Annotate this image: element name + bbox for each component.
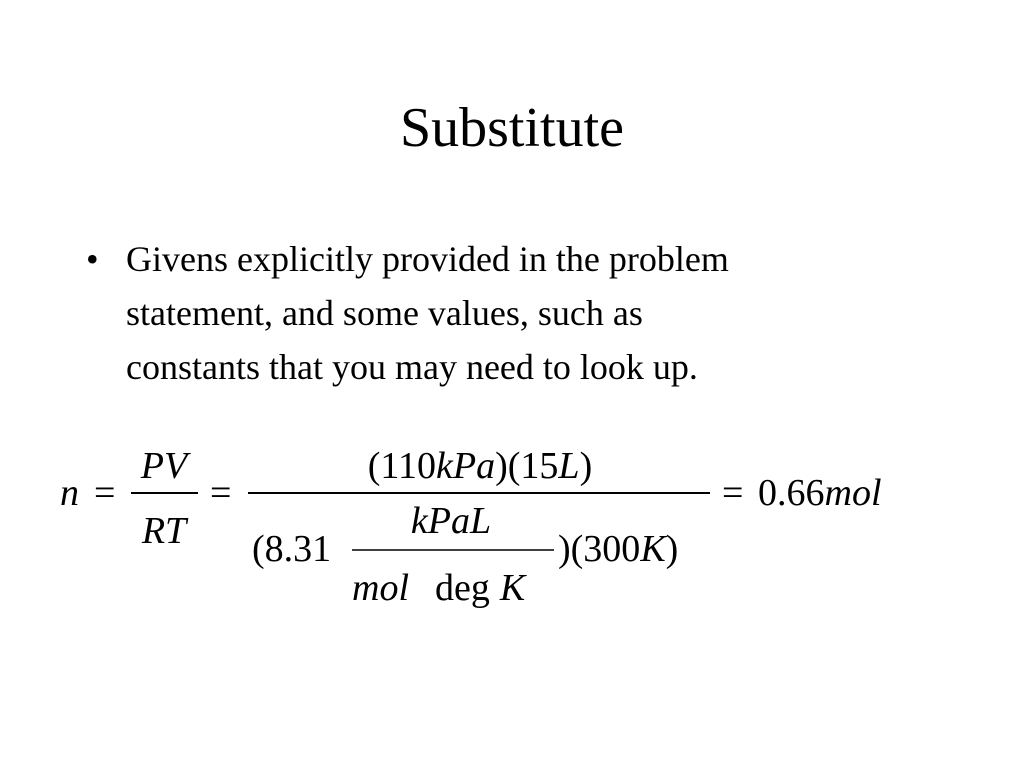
- bullet-marker: •: [86, 239, 99, 279]
- den-k: K: [640, 528, 666, 570]
- den-rest: [558, 528, 678, 570]
- num-part-kpa: kPa: [436, 445, 496, 487]
- eq-lhs-n: n: [60, 472, 79, 514]
- inner-numerator-kpal: kPaL: [410, 500, 492, 542]
- inner-den-mol: mol: [352, 567, 409, 609]
- den-mid: )(300: [558, 528, 641, 570]
- inner-denominator: [352, 567, 527, 609]
- num-part-close: ): [579, 445, 593, 487]
- frac-numerator-pv: PV: [140, 445, 188, 487]
- frac-denominator-rt: RT: [141, 510, 187, 552]
- inner-den-k: K: [499, 567, 526, 609]
- num-part-l: L: [558, 445, 580, 487]
- big-numerator: [368, 445, 592, 487]
- den-open: (8.31: [252, 528, 332, 570]
- bullet-line-1: Givens explicitly provided in the problem: [126, 239, 729, 279]
- result: [758, 472, 882, 514]
- equation-svg: [0, 430, 1024, 630]
- result-unit: mol: [824, 472, 882, 514]
- bullet-item: [86, 232, 966, 394]
- den-close: ): [665, 528, 679, 570]
- slide-title: Substitute: [399, 97, 625, 159]
- bullet-list: [86, 232, 966, 394]
- ideal-gas-equation: [0, 430, 1024, 630]
- inner-den-deg: deg: [435, 567, 490, 609]
- bullet-line-2: statement, and some values, such as: [126, 293, 643, 333]
- eq-equals-3: =: [722, 472, 744, 514]
- num-part-mid: )(15: [495, 445, 559, 487]
- eq-equals-1: =: [94, 472, 116, 514]
- bullet-line-3: constants that you may need to look up.: [126, 347, 698, 387]
- result-value: 0.66: [758, 472, 825, 514]
- num-part-110: (110: [367, 445, 437, 487]
- eq-equals-2: =: [210, 472, 232, 514]
